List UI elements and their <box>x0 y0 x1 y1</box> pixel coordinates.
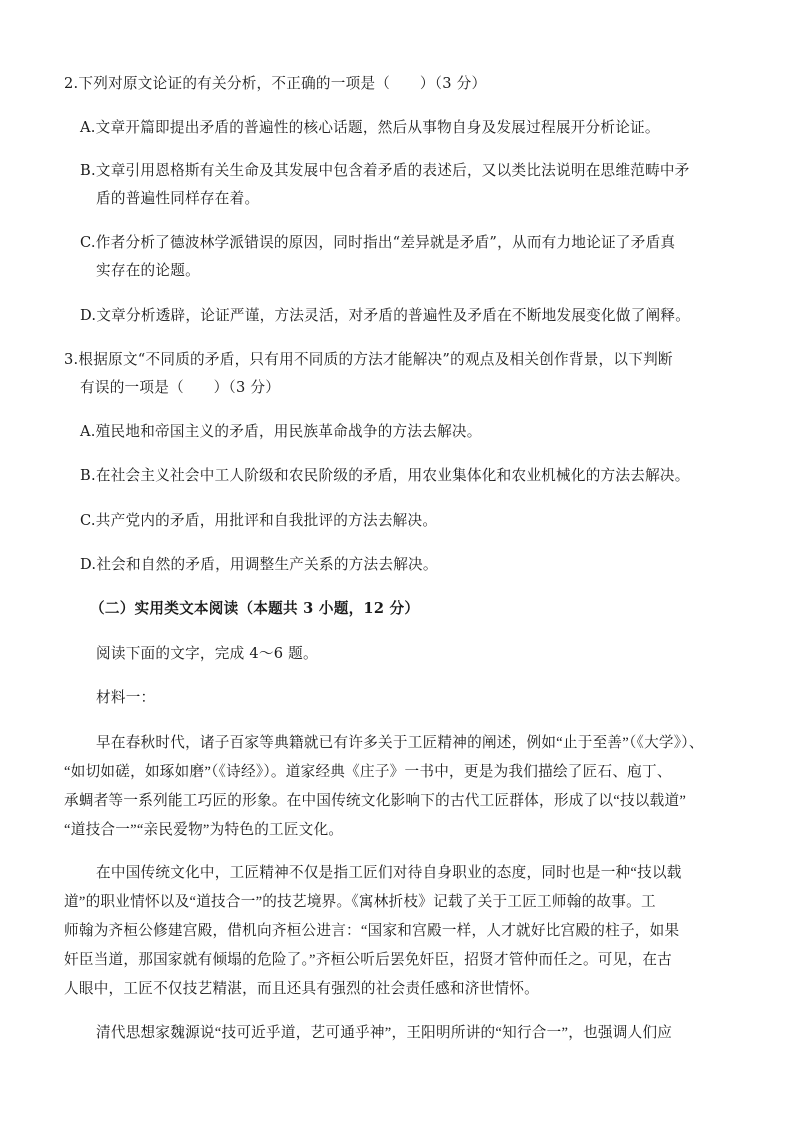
section-heading: （二）实用类文本阅读（本题共 3 小题，12 分） <box>90 600 420 617</box>
q2-option-d: D.文章分析透辟，论证严谨，方法灵活，对矛盾的普遍性及矛盾在不断地发展变化做了阐释。 <box>80 307 691 324</box>
q2-option-c-line1: C.作者分析了德波林学派错误的原因，同时指出“差异就是矛盾”，从而有力地论证了矛盾真 <box>80 234 676 251</box>
q3-option-d: D.社会和自然的矛盾，用调整生产关系的方法去解决。 <box>80 556 438 573</box>
passage-p2-line2: 道”的职业情怀以及“道技合一”的技艺境界。《寓林折枝》记载了关于工匠工师翰的故事。工 <box>64 894 656 910</box>
passage-p2-line3: 师翰为齐桓公修建宫殿，借机向齐桓公进言：“国家和宫殿一样，人才就好比宫殿的柱子，如果 <box>64 923 680 939</box>
q2-option-a: A.文章开篇即提出矛盾的普遍性的核心话题，然后从事物自身及发展过程展开分析论证。 <box>80 119 660 136</box>
material-label: 材料一： <box>96 689 156 706</box>
q3-option-a: A.殖民地和帝国主义的矛盾，用民族革命战争的方法去解决。 <box>80 423 482 440</box>
q3-stem-line1: 3.根据原文“不同质的矛盾，只有用不同质的方法才能解决”的观点及相关创作背景，以下判断 <box>64 351 673 368</box>
passage-p2-line1: 在中国传统文化中，工匠精神不仅是指工匠们对待自身职业的态度，同时也是一种“技以载 <box>96 865 682 881</box>
q2-option-b-line2: 盾的普遍性同样存在着。 <box>96 190 260 207</box>
section-instruction: 阅读下面的文字，完成 4～6 题。 <box>96 645 318 662</box>
q3-option-c: C.共产党内的矛盾，用批评和自我批评的方法去解决。 <box>80 512 438 529</box>
passage-p1-line4: “道技合一”“亲民爱物”为特色的工匠文化。 <box>64 822 344 838</box>
q3-stem-line2: 有误的一项是（ ）（3 分） <box>80 379 281 396</box>
passage-p2-line5: 人眼中，工匠不仅技艺精湛，而且还具有强烈的社会责任感和济世情怀。 <box>64 981 540 997</box>
q2-option-c-line2: 实存在的论题。 <box>96 262 200 279</box>
passage-p3-line1: 清代思想家魏源说“技可近乎道，艺可通乎神”，王阳明所讲的“知行合一”，也强调人们应 <box>96 1025 673 1041</box>
q2-option-b-line1: B.文章引用恩格斯有关生命及其发展中包含着矛盾的表述后，又以类比法说明在思维范畴中矛 <box>80 162 690 179</box>
q3-option-b: B.在社会主义社会中工人阶级和农民阶级的矛盾，用农业集体化和农业机械化的方法去解决。 <box>80 467 690 484</box>
passage-p1-line2: “如切如磋，如琢如磨”（《诗经》）。道家经典《庄子》一书中，更是为我们描绘了匠石、庖丁、 <box>64 764 672 780</box>
q2-stem: 2.下列对原文论证的有关分析，不正确的一项是（ ）（3 分） <box>64 75 487 92</box>
passage-p2-line4: 奸臣当道，那国家就有倾塌的危险了。”齐桓公听后罢免奸臣，招贤才管仲而任之。可见，在古 <box>64 952 673 968</box>
passage-p1-line3: 承蜩者等一系列能工巧匠的形象。在中国传统文化影响下的古代工匠群体，形成了以“技以载道” <box>64 793 687 809</box>
passage-p1-line1: 早在春秋时代，诸子百家等典籍就已有许多关于工匠精神的阐述，例如“止于至善”（《大学》）、 <box>96 735 704 751</box>
